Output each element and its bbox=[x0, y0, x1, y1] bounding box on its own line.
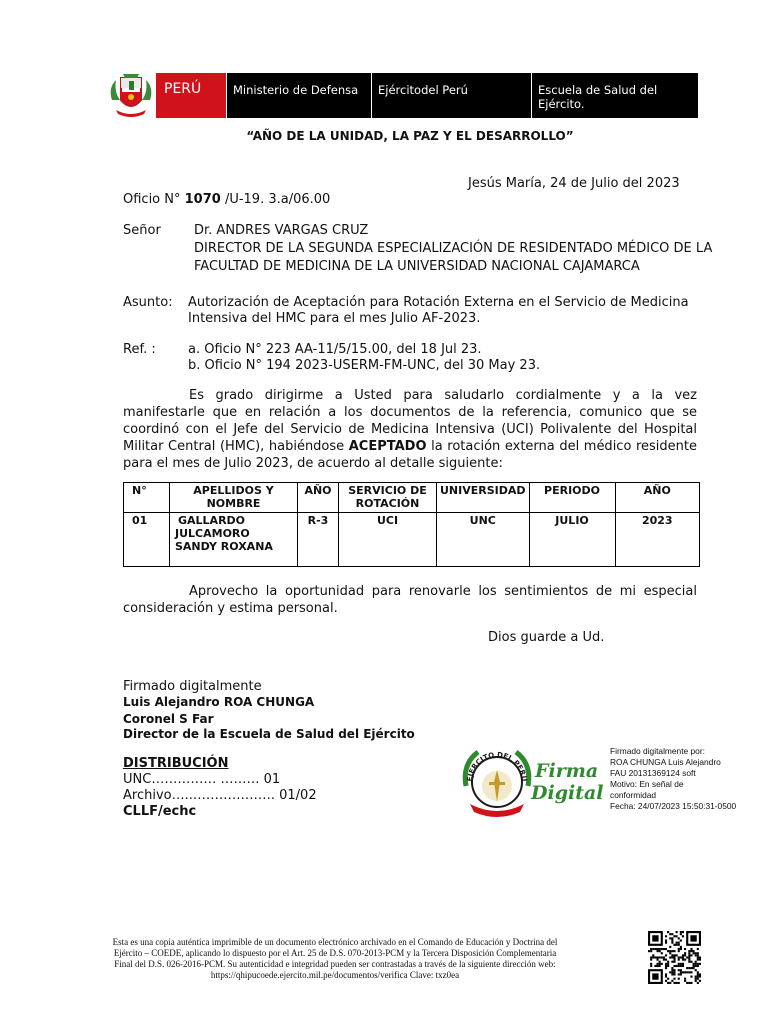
sig-line: FAU 20131369124 soft bbox=[610, 768, 696, 778]
body-part-1: Es grado dirigirme a Usted para saludarlo cordialmente y a la vez manifestarle que en relación a los documentos de la referencia, comunico que se coordinó con el Jefe del Servicio de Medicina Intensiva (UCI) Polivalente del Hospital Militar Central (HMC), habiéndose bbox=[123, 388, 697, 454]
cell-anio: 2023 bbox=[615, 513, 699, 567]
date-line: Jesús María, 24 de Julio del 2023 bbox=[468, 176, 680, 191]
asunto-label: Asunto: bbox=[123, 295, 173, 310]
distribution-line-1: UNC…………… ……… 01 bbox=[123, 772, 281, 787]
sig-line: Motivo: En señal de bbox=[610, 779, 684, 789]
footer-line-2: Ejército – COEDE, aplicando lo dispuesto por el Art. 25 de D.S. 070-2013-PCM y la Tercera Disposición Complementaria bbox=[113, 948, 557, 958]
table-header-row bbox=[124, 483, 700, 513]
country-label: PERÚ bbox=[156, 73, 226, 118]
digital-word: Digital bbox=[531, 782, 604, 804]
signer-name: Luis Alejandro ROA CHUNGA bbox=[123, 695, 315, 709]
firma-word: Firma bbox=[535, 760, 599, 782]
coat-of-arms-icon bbox=[106, 70, 156, 120]
ref-a: a. Oficio N° 223 AA-11/5/15.00, del 18 Jul 23. bbox=[188, 342, 482, 357]
signature-digital-label: Firmado digitalmente bbox=[123, 679, 262, 694]
footer-line-1: Esta es una copia auténtica imprimible de un documento electrónico archivado en el Comando de Educación y Doctrina del bbox=[112, 937, 558, 947]
school-label-line1: Escuela de Salud del bbox=[538, 83, 658, 97]
oficio-suffix: /U-19. 3.a/06.00 bbox=[220, 192, 331, 207]
col-n: N° bbox=[124, 483, 170, 513]
firma-digital-logo bbox=[531, 760, 604, 804]
qr-code-icon bbox=[648, 931, 701, 984]
sig-line: conformidad bbox=[610, 790, 657, 800]
body-paragraph bbox=[123, 387, 697, 472]
footer-line-3: Final del D.S. 026-2016-PCM. Su autenticidad e integridad pueden ser contrastadas a través de la siguiente dirección web: bbox=[114, 959, 556, 969]
cell-year: R-3 bbox=[298, 513, 339, 567]
oficio-num: 1070 bbox=[184, 192, 221, 207]
sig-line: Firmado digitalmente por: bbox=[610, 746, 705, 756]
col-university: UNIVERSIDAD bbox=[437, 483, 530, 513]
closing-paragraph: Aprovecho la oportunidad para renovarle los sentimientos de mi especial consideración y estima personal. bbox=[123, 584, 697, 616]
recipient-title-1: DIRECTOR DE LA SEGUNDA ESPECIALIZACIÓN DE RESIDENTADO MÉDICO DE LA bbox=[194, 241, 713, 256]
letterhead bbox=[106, 70, 698, 120]
ref-b: b. Oficio N° 194 2023-USERM-FM-UNC, del 30 May 23. bbox=[188, 358, 541, 373]
school-label bbox=[531, 73, 698, 118]
cell-n: 01 bbox=[124, 513, 170, 567]
ministry-label: Ministerio de Defensa bbox=[226, 73, 371, 118]
recipient-name: Dr. ANDRES VARGAS CRUZ bbox=[194, 223, 369, 238]
army-label: Ejércitodel Perú bbox=[371, 73, 531, 118]
detail-table bbox=[123, 482, 700, 567]
digital-signature-details bbox=[610, 746, 736, 812]
recipient-label: Señor bbox=[123, 223, 161, 238]
cell-name-2: JULCAMORO bbox=[175, 527, 250, 540]
body-accepted: ACEPTADO bbox=[348, 439, 427, 454]
distribution-line-2: Archivo…..………………. 01/02 bbox=[123, 788, 317, 803]
distribution-title: DISTRIBUCIÓN bbox=[123, 756, 229, 771]
table-row bbox=[124, 513, 700, 567]
cell-university: UNC bbox=[437, 513, 530, 567]
cell-period: JULIO bbox=[529, 513, 615, 567]
footer-notice bbox=[55, 937, 615, 981]
cell-name bbox=[170, 513, 298, 567]
cell-name-3: SANDY ROXANA bbox=[175, 540, 273, 553]
footer-link[interactable]: https://qhipucoede.ejercito.mil.pe/documentos/verifica Clave: txz0ea bbox=[210, 970, 460, 980]
oficio-prefix: Oficio N° bbox=[123, 192, 185, 207]
asunto-line-2: Intensiva del HMC para el mes Julio AF-2023. bbox=[188, 311, 481, 326]
recipient-title-2: FACULTAD DE MEDICINA DE LA UNIVERSIDAD NACIONAL CAJAMARCA bbox=[194, 259, 640, 274]
ref-label: Ref. : bbox=[123, 342, 156, 357]
year-title: “AÑO DE LA UNIDAD, LA PAZ Y EL DESARROLLO” bbox=[246, 129, 574, 143]
col-name: APELLIDOS Y NOMBRE bbox=[170, 483, 298, 513]
col-anio: AÑO bbox=[615, 483, 699, 513]
cell-service: UCI bbox=[339, 513, 437, 567]
oficio-number bbox=[123, 191, 330, 208]
sig-line: ROA CHUNGA Luis Alejandro bbox=[610, 757, 721, 767]
asunto-line-1: Autorización de Aceptación para Rotación Externa en el Servicio de Medicina bbox=[188, 295, 689, 310]
col-year: AÑO bbox=[298, 483, 339, 513]
school-label-line2: Ejército. bbox=[538, 97, 585, 111]
distribution-initials: CLLF/echc bbox=[123, 804, 197, 819]
sig-line: Fecha: 24/07/2023 15:50:31-0500 bbox=[610, 801, 737, 811]
seal-ring-text: EJERCITO DEL PERU bbox=[465, 750, 529, 782]
col-service: SERVICIO DE ROTACIÓN bbox=[339, 483, 437, 513]
dios-guarde: Dios guarde a Ud. bbox=[488, 630, 605, 645]
signer-rank: Coronel S Far bbox=[123, 712, 214, 726]
army-seal-icon bbox=[460, 742, 534, 820]
signer-position: Director de la Escuela de Salud del Ejército bbox=[123, 727, 415, 741]
body-part-2: la rotación externa del médico residente para el mes de Julio 2023, de acuerdo al detalle siguiente: bbox=[123, 439, 698, 471]
col-period: PERIODO bbox=[529, 483, 615, 513]
cell-name-1: GALLARDO bbox=[178, 514, 246, 527]
